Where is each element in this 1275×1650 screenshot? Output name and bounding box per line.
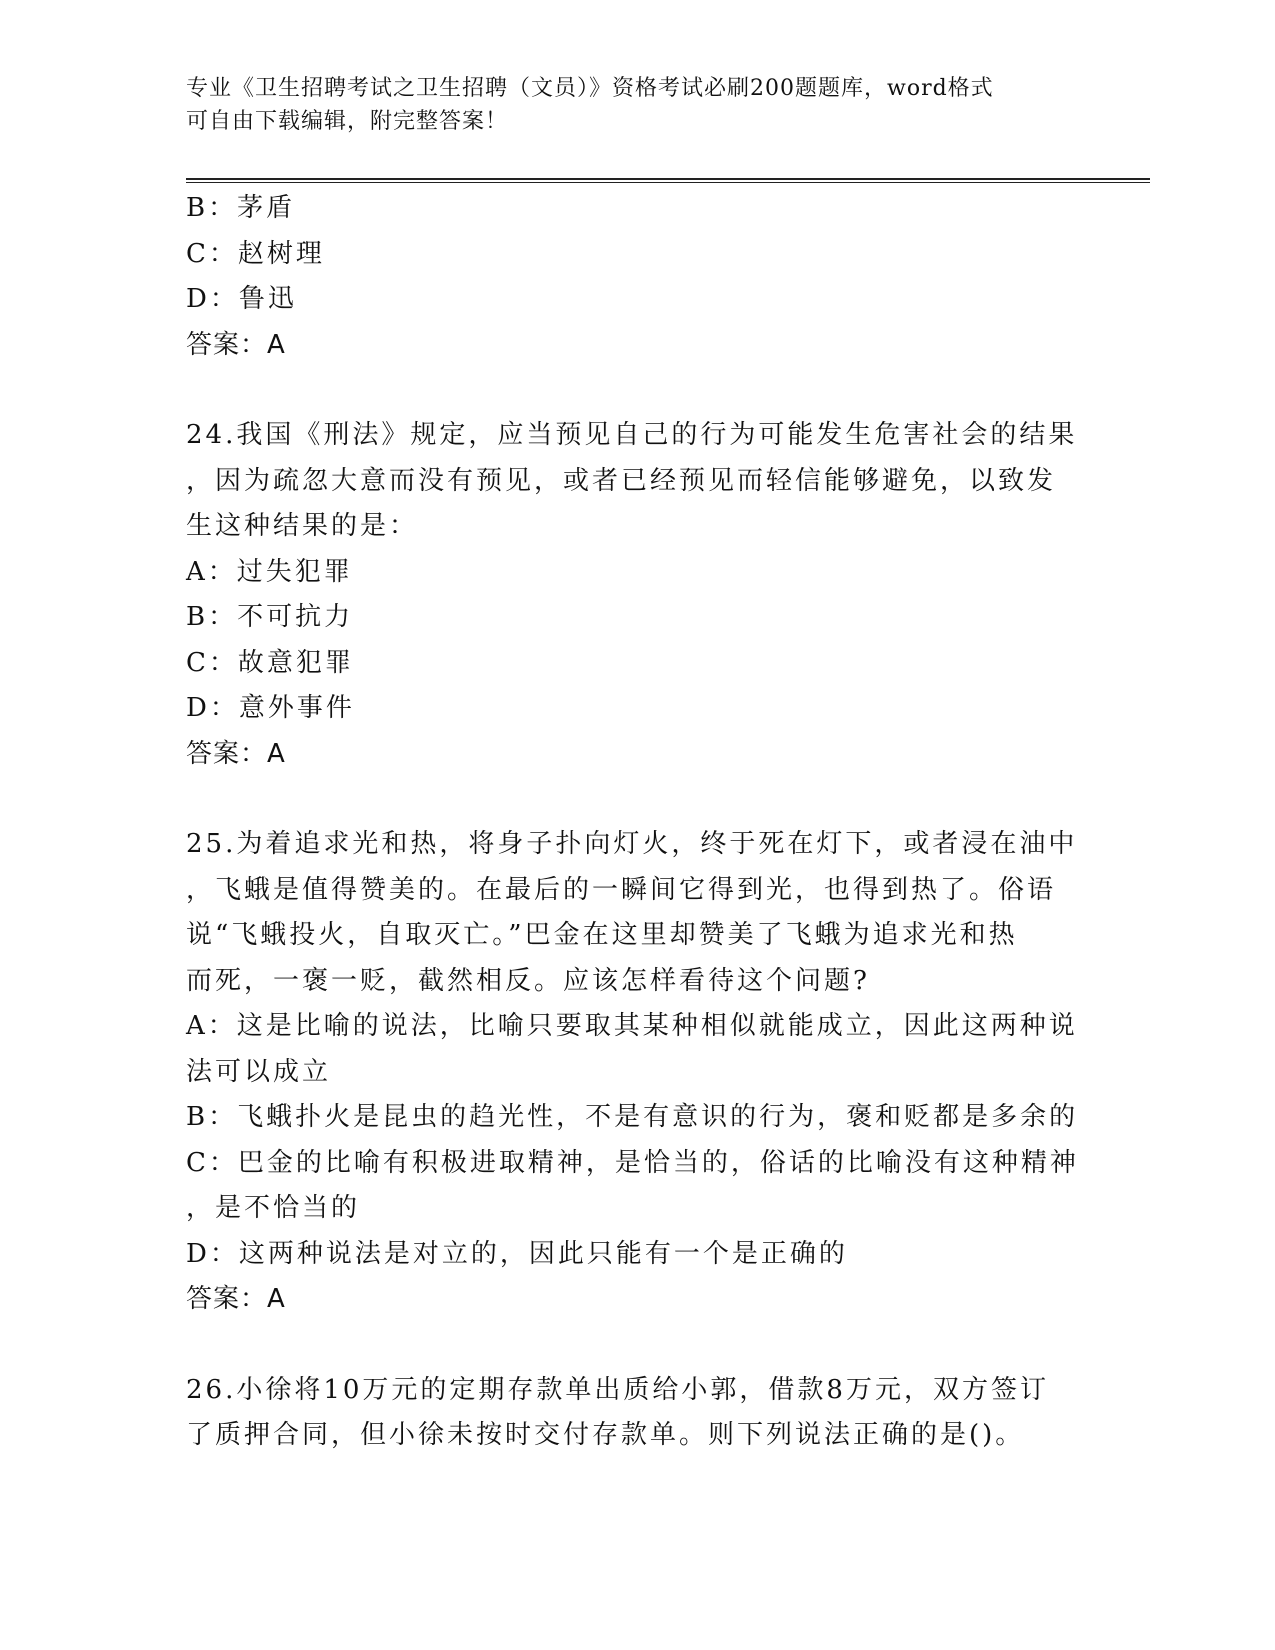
q24-option-c: C：故意犯罪 (186, 647, 354, 678)
q25-stem-line-4: 而死，一褒一贬，截然相反。应该怎样看待这个问题? (186, 965, 870, 996)
spacer (186, 368, 1086, 413)
header-line-2: 可自由下载编辑，附完整答案！ (186, 109, 509, 134)
q25-answer: 答案：A (186, 1284, 286, 1314)
q23-option-b: B：茅盾 (186, 193, 296, 223)
q25-stem-line-1: 25.为着追求光和热，将身子扑向灯火，终于死在灯下，或者浸在油中 (186, 829, 1078, 859)
q25-option-b: B：飞蛾扑火是昆虫的趋光性，不是有意识的行为，褒和贬都是多余的 (186, 1102, 1079, 1132)
spacer (186, 777, 1086, 822)
q24-option-a: A：过失犯罪 (186, 556, 353, 587)
document-header (186, 72, 1066, 138)
q25-option-a-line-2: 法可以成立 (186, 1056, 332, 1087)
question-26-block (186, 1368, 1086, 1459)
q26-stem-line-1: 26.小徐将10万元的定期存款单出质给小郭，借款8万元，双方签订 (186, 1374, 1049, 1405)
question-23-block (186, 186, 1086, 368)
q25-option-c-line-2: ，是不恰当的 (186, 1193, 361, 1223)
q24-option-b: B：不可抗力 (186, 602, 354, 632)
header-divider-thick (186, 178, 1150, 180)
q24-answer: 答案：A (186, 738, 286, 769)
header-divider-thin (186, 182, 1150, 183)
q24-option-d: D：意外事件 (186, 693, 355, 723)
q24-stem-line-3: 生这种结果的是： (186, 511, 419, 541)
question-content (186, 186, 1086, 1459)
header-line-1: 专业《卫生招聘考试之卫生招聘（文员）》资格考试必刷200题题库，word格式 (186, 76, 994, 101)
q25-option-d: D：这两种说法是对立的，因此只能有一个是正确的 (186, 1238, 848, 1269)
q23-answer: 答案：A (186, 329, 286, 360)
spacer (186, 1323, 1086, 1368)
q25-stem-line-2: ，飞蛾是值得赞美的。在最后的一瞬间它得到光，也得到热了。俗语 (186, 874, 1057, 905)
q25-stem-line-3: 说“飞蛾投火，自取灭亡。”巴金在这里却赞美了飞蛾为追求光和热 (186, 920, 1018, 950)
question-25-block (186, 822, 1086, 1323)
question-24-block (186, 413, 1086, 777)
q23-option-c: C：赵树理 (186, 238, 325, 269)
q24-stem-line-2: ，因为疏忽大意而没有预见，或者已经预见而轻信能够避免，以致发 (186, 465, 1057, 496)
q26-stem-line-2: 了质押合同，但小徐未按时交付存款单。则下列说法正确的是()。 (186, 1420, 1025, 1450)
q24-stem-line-1: 24.我国《刑法》规定，应当预见自己的行为可能发生危害社会的结果 (186, 420, 1078, 450)
q25-option-a-line-1: A：这是比喻的说法，比喻只要取其某种相似就能成立，因此这两种说 (186, 1011, 1078, 1041)
q25-option-c-line-1: C：巴金的比喻有积极进取精神，是恰当的，俗话的比喻没有这种精神 (186, 1147, 1079, 1178)
q23-option-d: D：鲁迅 (186, 284, 297, 314)
